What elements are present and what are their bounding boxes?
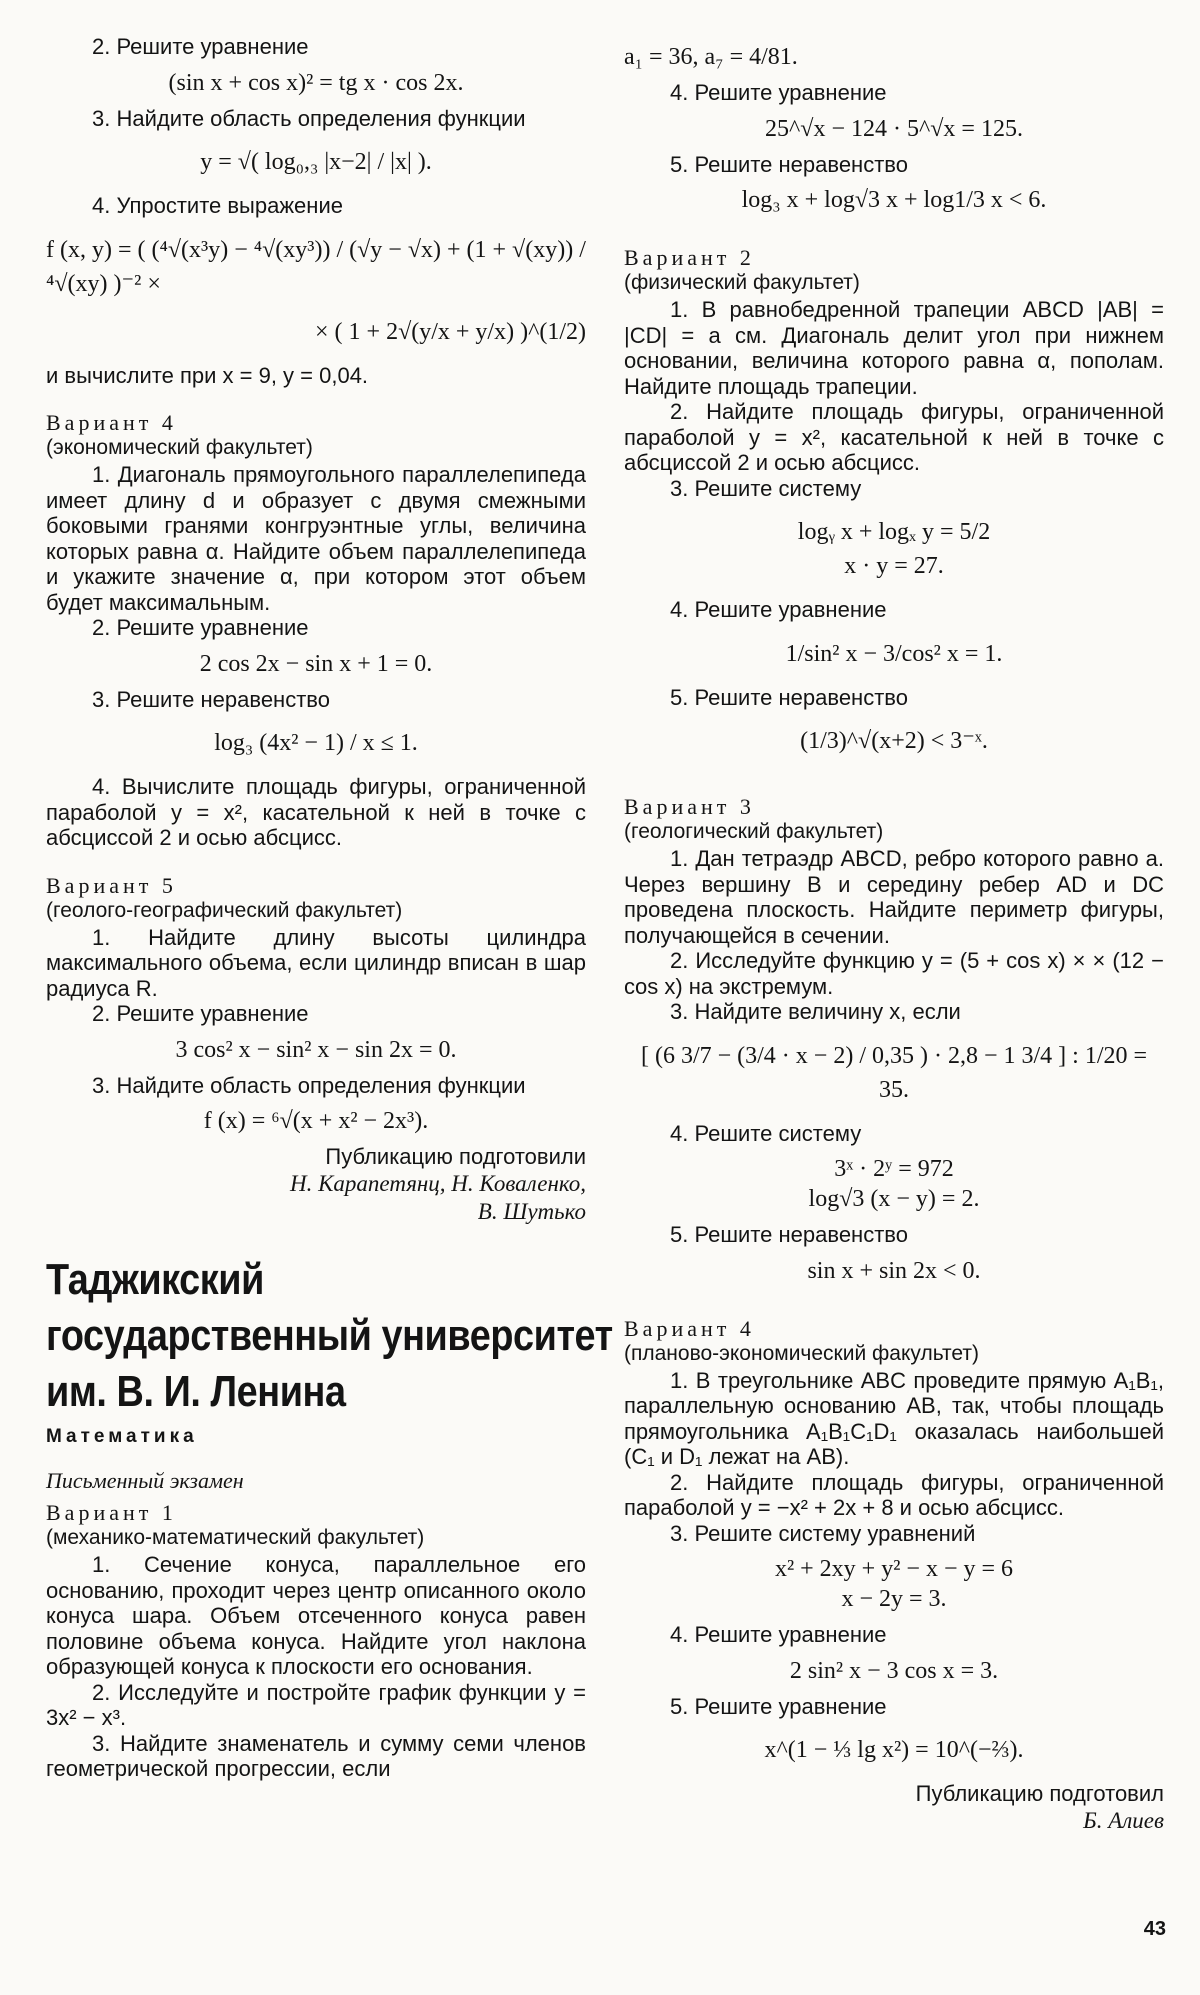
exam-type: Письменный экзамен xyxy=(46,1468,244,1493)
university-title: Таджикский xyxy=(46,1255,264,1304)
problem-2: 2. Решите уравнение xyxy=(92,34,309,59)
formula: x · y = 27. xyxy=(844,553,944,579)
formula: y = √( log₀,₃ |x−2| / |x| ). xyxy=(200,149,432,175)
formula: 2 cos 2x − sin x + 1 = 0. xyxy=(199,650,433,677)
formula: log√3 (x − y) = 2. xyxy=(808,1186,980,1212)
problem-1: 1. Сечение конуса, параллельное его основанию, проходит через центр описанного около конуса шара. Объем отсеченного конуса равен половине объема конуса. Найдите угол наклона образующей конуса к плоскости его основания. xyxy=(46,1552,586,1679)
problem-4: 4. Упростите выражение xyxy=(92,193,343,218)
problem-2: 2. Исследуйте и постройте график функции y = 3x² − x³. xyxy=(46,1679,586,1730)
formula: x^(1 − ⅓ lg x²) = 10^(−⅔). xyxy=(764,1737,1024,1763)
formula: [ (6 3/7 − (3/4 · x − 2) / 0,35 ) · 2,8 − 1 3/4 ] : 1/20 = 35. xyxy=(640,1042,1148,1103)
formula: x² + 2xy + y² − x − y = 6 xyxy=(774,1556,1014,1582)
problem-1: 1. В равнобедренной трапеции ABCD |AB| = |CD| = a см. Диагональ делит угол при нижнем основании, величина которого равна α, пополам. Найдите площадь трапеции. xyxy=(624,297,1164,399)
problem-4: 4. Вычислите площадь фигуры, ограниченной параболой y = x², касательной к ней в точке с абсциссой 2 и осью абсцисс. xyxy=(46,774,586,850)
publication-label: Публикацию подготовил xyxy=(915,1781,1164,1806)
faculty: (экономический факультет) xyxy=(46,436,313,459)
problem-4: 4. Решите уравнение xyxy=(670,1622,887,1647)
variant-title: Вариант 3 xyxy=(624,794,755,819)
publication-authors: Н. Карапетянц, Н. Коваленко, xyxy=(290,1171,586,1196)
formula: (1/3)^√(x+2) < 3⁻ˣ. xyxy=(800,728,988,754)
problem-2: 2. Найдите площадь фигуры, ограниченной параболой y = −x² + 2x + 8 и осью абсцисс. xyxy=(624,1469,1164,1520)
problem-2: 2. Исследуйте функцию y = (5 + cos x) × × (12 − cos x) на экстремум. xyxy=(624,948,1164,999)
formula: (sin x + cos x)² = tg x · cos 2x. xyxy=(168,69,464,96)
subject-heading: Математика xyxy=(46,1426,198,1447)
faculty: (геолого-географический факультет) xyxy=(46,898,403,922)
problem-4: 4. Решите уравнение xyxy=(670,597,887,622)
formula: a₁ = 36, a₇ = 4/81. xyxy=(624,44,798,70)
problem-3: 3. Решите неравенство xyxy=(92,686,330,712)
formula: 2 sin² x − 3 cos x = 3. xyxy=(789,1657,999,1684)
formula: x − 2y = 3. xyxy=(841,1586,947,1612)
variant-title: Вариант 4 xyxy=(46,410,177,435)
problem-4: 4. Решите систему xyxy=(670,1120,862,1146)
problem-1: 1. В треугольнике ABC проведите прямую A₁B₁, параллельную основанию AB, так, чтобы площадь прямоугольника A₁B₁C₁D₁ оказалась наибольшей (C₁ и D₁ лежат на AB). xyxy=(624,1367,1164,1469)
problem-5: 5. Решите неравенство xyxy=(670,684,908,710)
right-column xyxy=(624,34,1164,1835)
problem-5: 5. Решите неравенство xyxy=(670,1222,908,1247)
problem-2: 2. Решите уравнение xyxy=(92,1001,309,1026)
variant-title: Вариант 4 xyxy=(624,1315,755,1341)
university-title: им. В. И. Ленина xyxy=(46,1367,346,1416)
university-title: государственный университет xyxy=(46,1311,613,1360)
formula: 25^√x − 124 · 5^√x = 125. xyxy=(765,115,1023,142)
problem-1: 1. Дан тетраэдр ABCD, ребро которого равно a. Через вершину B и середину ребер AD и DC проведена плоскость. Найдите периметр фигуры, получающейся в сечении. xyxy=(624,846,1164,948)
formula: × ( 1 + 2√(y/x + y/x) )^(1/2) xyxy=(315,318,586,345)
problem-3: 3. Найдите знаменатель и сумму семи членов геометрической прогрессии, если xyxy=(46,1730,586,1781)
publication-label: Публикацию подготовили xyxy=(325,1144,586,1169)
problem-3: 3. Решите систему xyxy=(670,475,862,501)
problem-4-end: и вычислите при x = 9, y = 0,04. xyxy=(46,362,369,388)
problem-5: 5. Решите неравенство xyxy=(670,151,908,177)
publication-authors: В. Шутько xyxy=(477,1199,586,1224)
formula: f (x) = ⁶√(x + x² − 2x³). xyxy=(203,1108,429,1134)
variant-title: Вариант 5 xyxy=(46,872,177,898)
publication-author: Б. Алиев xyxy=(1083,1808,1164,1833)
problem-2: 2. Решите уравнение xyxy=(92,615,309,640)
page-number: 43 xyxy=(1143,1918,1166,1940)
problem-3: 3. Найдите область определения функции xyxy=(92,105,526,131)
problem-3: 3. Найдите область определения функции xyxy=(92,1072,526,1098)
variant-title: Вариант 1 xyxy=(46,1500,177,1525)
formula: 3ˣ · 2ʸ = 972 xyxy=(834,1156,954,1182)
formula: sin x + sin 2x < 0. xyxy=(807,1257,981,1284)
formula: 1/sin² x − 3/cos² x = 1. xyxy=(785,640,1003,667)
variant-title: Вариант 2 xyxy=(624,245,755,270)
problem-5: 5. Решите уравнение xyxy=(670,1693,887,1719)
formula: 3 cos² x − sin² x − sin 2x = 0. xyxy=(175,1036,457,1063)
left-column xyxy=(46,34,613,1782)
problem-1: 1. Найдите длину высоты цилиндра максимального объема, если цилиндр вписан в шар радиуса R. xyxy=(46,924,586,1001)
formula: logᵧ x + logₓ y = 5/2 xyxy=(797,519,991,545)
faculty: (механико-математический факультет) xyxy=(46,1526,425,1549)
problem-4: 4. Решите уравнение xyxy=(670,80,887,105)
problem-3: 3. Найдите величину x, если xyxy=(670,999,961,1024)
faculty: (геологический факультет) xyxy=(624,820,884,843)
formula: log₃ x + log√3 x + log1/3 x < 6. xyxy=(741,187,1047,213)
faculty: (планово-экономический факультет) xyxy=(624,1341,979,1365)
problem-3: 3. Решите систему уравнений xyxy=(670,1520,976,1546)
formula: f (x, y) = ( (⁴√(x³y) − ⁴√(xy³)) / (√y − √x) + (1 + √(xy)) / ⁴√(xy) )⁻² × xyxy=(46,236,586,297)
problem-1: 1. Диагональ прямоугольного параллелепипеда имеет длину d и образует с двумя смежными боковыми гранями конгруэнтные углы, величина которых равна α. Найдите объем параллелепипеда и укажите значение α, при котором этот объем будет максимальным. xyxy=(46,462,586,615)
formula: log₃ (4x² − 1) / x ≤ 1. xyxy=(214,730,418,756)
faculty: (физический факультет) xyxy=(624,271,860,294)
problem-2: 2. Найдите площадь фигуры, ограниченной параболой y = x², касательной к ней в точке с абсциссой 2 и осью абсцисс. xyxy=(624,399,1164,475)
